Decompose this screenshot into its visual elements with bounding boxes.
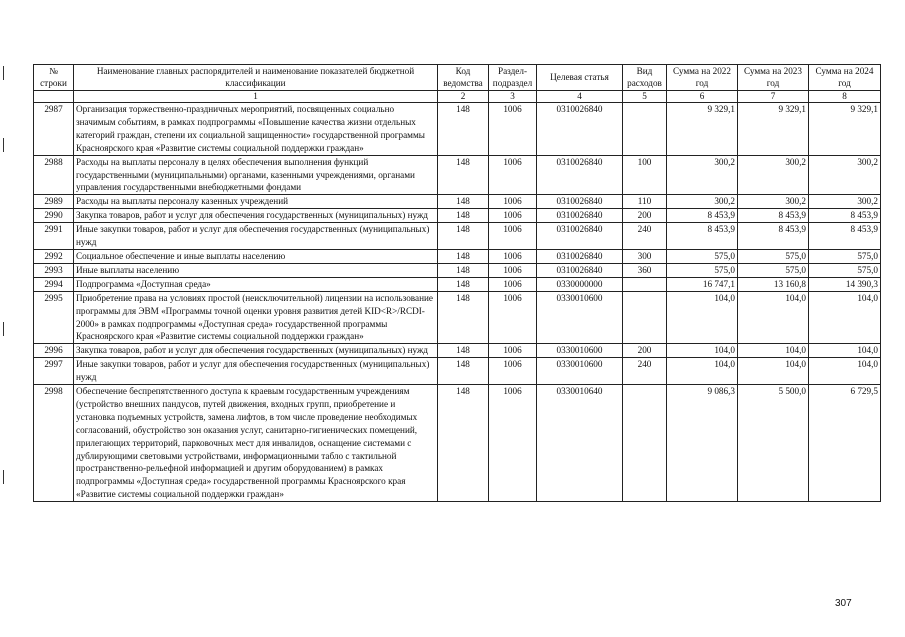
column-number: 1 [74, 91, 438, 103]
column-number [34, 91, 74, 103]
row-sum-2023: 8 453,9 [738, 223, 809, 250]
row-ved: 148 [438, 291, 489, 344]
table-body [34, 103, 881, 502]
header-vr: Вид расходов [623, 65, 667, 91]
row-expense-type: 100 [623, 155, 667, 195]
row-expense-type [623, 277, 667, 291]
row-sum-2022: 8 453,9 [667, 223, 738, 250]
row-number: 2992 [34, 249, 74, 263]
column-number: 4 [537, 91, 623, 103]
row-name: Иные закупки товаров, работ и услуг для обеспечения государственных (муниципальных) нужд [74, 223, 438, 250]
row-ved: 148 [438, 358, 489, 385]
row-number: 2995 [34, 291, 74, 344]
row-sum-2023: 104,0 [738, 291, 809, 344]
header-sum-2024: Сумма на 2024 год [809, 65, 881, 91]
row-number: 2994 [34, 277, 74, 291]
scan-edge-mark [3, 138, 4, 152]
row-sum-2024: 104,0 [809, 291, 881, 344]
row-sum-2022: 104,0 [667, 358, 738, 385]
header-sum-2022: Сумма на 2022 год [667, 65, 738, 91]
table-row [34, 263, 881, 277]
row-sum-2023: 13 160,8 [738, 277, 809, 291]
scan-edge-mark [3, 470, 4, 484]
scan-edge-mark [3, 66, 4, 80]
row-sum-2023: 9 329,1 [738, 103, 809, 156]
row-razdel: 1006 [489, 385, 537, 502]
row-target-article: 0310026840 [537, 155, 623, 195]
row-target-article: 0330000000 [537, 277, 623, 291]
row-expense-type: 200 [623, 344, 667, 358]
header-row [34, 65, 881, 91]
budget-table [33, 64, 881, 502]
row-sum-2024: 9 329,1 [809, 103, 881, 156]
row-sum-2024: 300,2 [809, 195, 881, 209]
row-sum-2022: 16 747,1 [667, 277, 738, 291]
header-razdel: Раздел-подраздел [489, 65, 537, 91]
header-ved: Код ведомства [438, 65, 489, 91]
row-ved: 148 [438, 344, 489, 358]
header-cs: Целевая статья [537, 65, 623, 91]
table-row [34, 209, 881, 223]
row-sum-2022: 104,0 [667, 291, 738, 344]
row-name: Приобретение права на условиях простой (неисключительной) лицензии на использование программы для ЭВМ «Программы точной оценки уровня развития детей KID<R>/RCDI-2000» в рамках подпрограммы «Доступная среда» государственной программы Красноярского края «Развитие системы социальной поддержки граждан» [74, 291, 438, 344]
row-sum-2023: 300,2 [738, 195, 809, 209]
row-sum-2023: 104,0 [738, 358, 809, 385]
header-name: Наименование главных распорядителей и наименование показателей бюджетной классификации [74, 65, 438, 91]
row-sum-2023: 8 453,9 [738, 209, 809, 223]
row-ved: 148 [438, 249, 489, 263]
row-expense-type: 200 [623, 209, 667, 223]
row-ved: 148 [438, 385, 489, 502]
row-ved: 148 [438, 195, 489, 209]
row-name: Расходы на выплаты персоналу казенных учреждений [74, 195, 438, 209]
row-razdel: 1006 [489, 358, 537, 385]
table-row [34, 223, 881, 250]
row-number: 2988 [34, 155, 74, 195]
row-ved: 148 [438, 209, 489, 223]
row-sum-2023: 575,0 [738, 263, 809, 277]
table-row [34, 249, 881, 263]
row-number: 2993 [34, 263, 74, 277]
row-number: 2997 [34, 358, 74, 385]
table-row [34, 103, 881, 156]
row-sum-2024: 14 390,3 [809, 277, 881, 291]
row-sum-2022: 8 453,9 [667, 209, 738, 223]
row-sum-2022: 9 329,1 [667, 103, 738, 156]
row-number: 2989 [34, 195, 74, 209]
row-ved: 148 [438, 223, 489, 250]
row-number: 2991 [34, 223, 74, 250]
header-num: № строки [34, 65, 74, 91]
row-name: Организация торжественно-праздничных мероприятий, посвященных социально значимым событиям, в рамках подпрограммы «Повышение качества жизни отдельных категорий граждан, степени их социальной защищенности» государственной программы Красноярского края «Развитие системы социальной поддержки граждан» [74, 103, 438, 156]
row-sum-2022: 300,2 [667, 155, 738, 195]
row-name: Закупка товаров, работ и услуг для обеспечения государственных (муниципальных) нужд [74, 344, 438, 358]
row-target-article: 0310026840 [537, 263, 623, 277]
row-sum-2023: 575,0 [738, 249, 809, 263]
row-sum-2023: 104,0 [738, 344, 809, 358]
row-target-article: 0310026840 [537, 195, 623, 209]
row-expense-type [623, 385, 667, 502]
row-target-article: 0310026840 [537, 103, 623, 156]
table-row [34, 385, 881, 502]
column-number: 6 [667, 91, 738, 103]
table-row [34, 277, 881, 291]
row-ved: 148 [438, 263, 489, 277]
column-numbers-row [34, 91, 881, 103]
row-number: 2998 [34, 385, 74, 502]
row-sum-2024: 8 453,9 [809, 223, 881, 250]
row-sum-2024: 6 729,5 [809, 385, 881, 502]
column-number: 8 [809, 91, 881, 103]
table-row [34, 195, 881, 209]
row-name: Иные выплаты населению [74, 263, 438, 277]
row-expense-type: 110 [623, 195, 667, 209]
row-sum-2024: 104,0 [809, 344, 881, 358]
row-razdel: 1006 [489, 344, 537, 358]
table-row [34, 358, 881, 385]
row-razdel: 1006 [489, 103, 537, 156]
row-razdel: 1006 [489, 263, 537, 277]
row-name: Закупка товаров, работ и услуг для обеспечения государственных (муниципальных) нужд [74, 209, 438, 223]
row-expense-type: 300 [623, 249, 667, 263]
row-name: Социальное обеспечение и иные выплаты населению [74, 249, 438, 263]
row-ved: 148 [438, 277, 489, 291]
row-sum-2022: 575,0 [667, 263, 738, 277]
row-target-article: 0310026840 [537, 209, 623, 223]
row-sum-2024: 104,0 [809, 358, 881, 385]
row-sum-2024: 575,0 [809, 263, 881, 277]
row-name: Иные закупки товаров, работ и услуг для обеспечения государственных (муниципальных) нужд [74, 358, 438, 385]
row-name: Расходы на выплаты персоналу в целях обеспечения выполнения функций государственными (муниципальными) органами, казенными учреждениями, органами управления государственными внебюджетными фондами [74, 155, 438, 195]
row-sum-2024: 300,2 [809, 155, 881, 195]
row-ved: 148 [438, 155, 489, 195]
row-sum-2022: 575,0 [667, 249, 738, 263]
row-sum-2024: 8 453,9 [809, 209, 881, 223]
page-number: 307 [835, 598, 852, 609]
row-razdel: 1006 [489, 155, 537, 195]
table-row [34, 344, 881, 358]
row-razdel: 1006 [489, 277, 537, 291]
row-number: 2990 [34, 209, 74, 223]
row-razdel: 1006 [489, 209, 537, 223]
row-sum-2023: 300,2 [738, 155, 809, 195]
row-target-article: 0330010640 [537, 385, 623, 502]
table-row [34, 291, 881, 344]
table-row [34, 155, 881, 195]
column-number: 7 [738, 91, 809, 103]
row-target-article: 0330010600 [537, 358, 623, 385]
row-name: Обеспечение беспрепятственного доступа к краевым государственным учреждениям (устройство внешних пандусов, путей движения, входных групп, приобретение и установка подъемных устройств, замена лифтов, в том числе проведение необходимых согласований, обустройство зон оказания услуг, санитарно-гигиенических помещений, прилегающих территорий, парковочных мест для инвалидов, оснащение системами с дублирующими световыми устройствами, информационными табло с тактильной пространственно-рельефной информацией и другим оборудованием) в рамках подпрограммы «Доступная среда» государственной программы Красноярского края «Развитие системы социальной поддержки граждан» [74, 385, 438, 502]
row-expense-type [623, 291, 667, 344]
row-razdel: 1006 [489, 291, 537, 344]
column-number: 5 [623, 91, 667, 103]
header-sum-2023: Сумма на 2023 год [738, 65, 809, 91]
row-sum-2023: 5 500,0 [738, 385, 809, 502]
row-sum-2024: 575,0 [809, 249, 881, 263]
row-sum-2022: 104,0 [667, 344, 738, 358]
row-expense-type [623, 103, 667, 156]
row-expense-type: 360 [623, 263, 667, 277]
row-target-article: 0330010600 [537, 291, 623, 344]
row-razdel: 1006 [489, 223, 537, 250]
row-target-article: 0330010600 [537, 344, 623, 358]
row-sum-2022: 9 086,3 [667, 385, 738, 502]
row-number: 2996 [34, 344, 74, 358]
row-name: Подпрограмма «Доступная среда» [74, 277, 438, 291]
row-razdel: 1006 [489, 249, 537, 263]
column-number: 3 [489, 91, 537, 103]
row-number: 2987 [34, 103, 74, 156]
row-target-article: 0310026840 [537, 223, 623, 250]
scan-edge-mark [3, 322, 4, 336]
row-razdel: 1006 [489, 195, 537, 209]
column-number: 2 [438, 91, 489, 103]
row-expense-type: 240 [623, 358, 667, 385]
row-ved: 148 [438, 103, 489, 156]
row-target-article: 0310026840 [537, 249, 623, 263]
row-expense-type: 240 [623, 223, 667, 250]
row-sum-2022: 300,2 [667, 195, 738, 209]
